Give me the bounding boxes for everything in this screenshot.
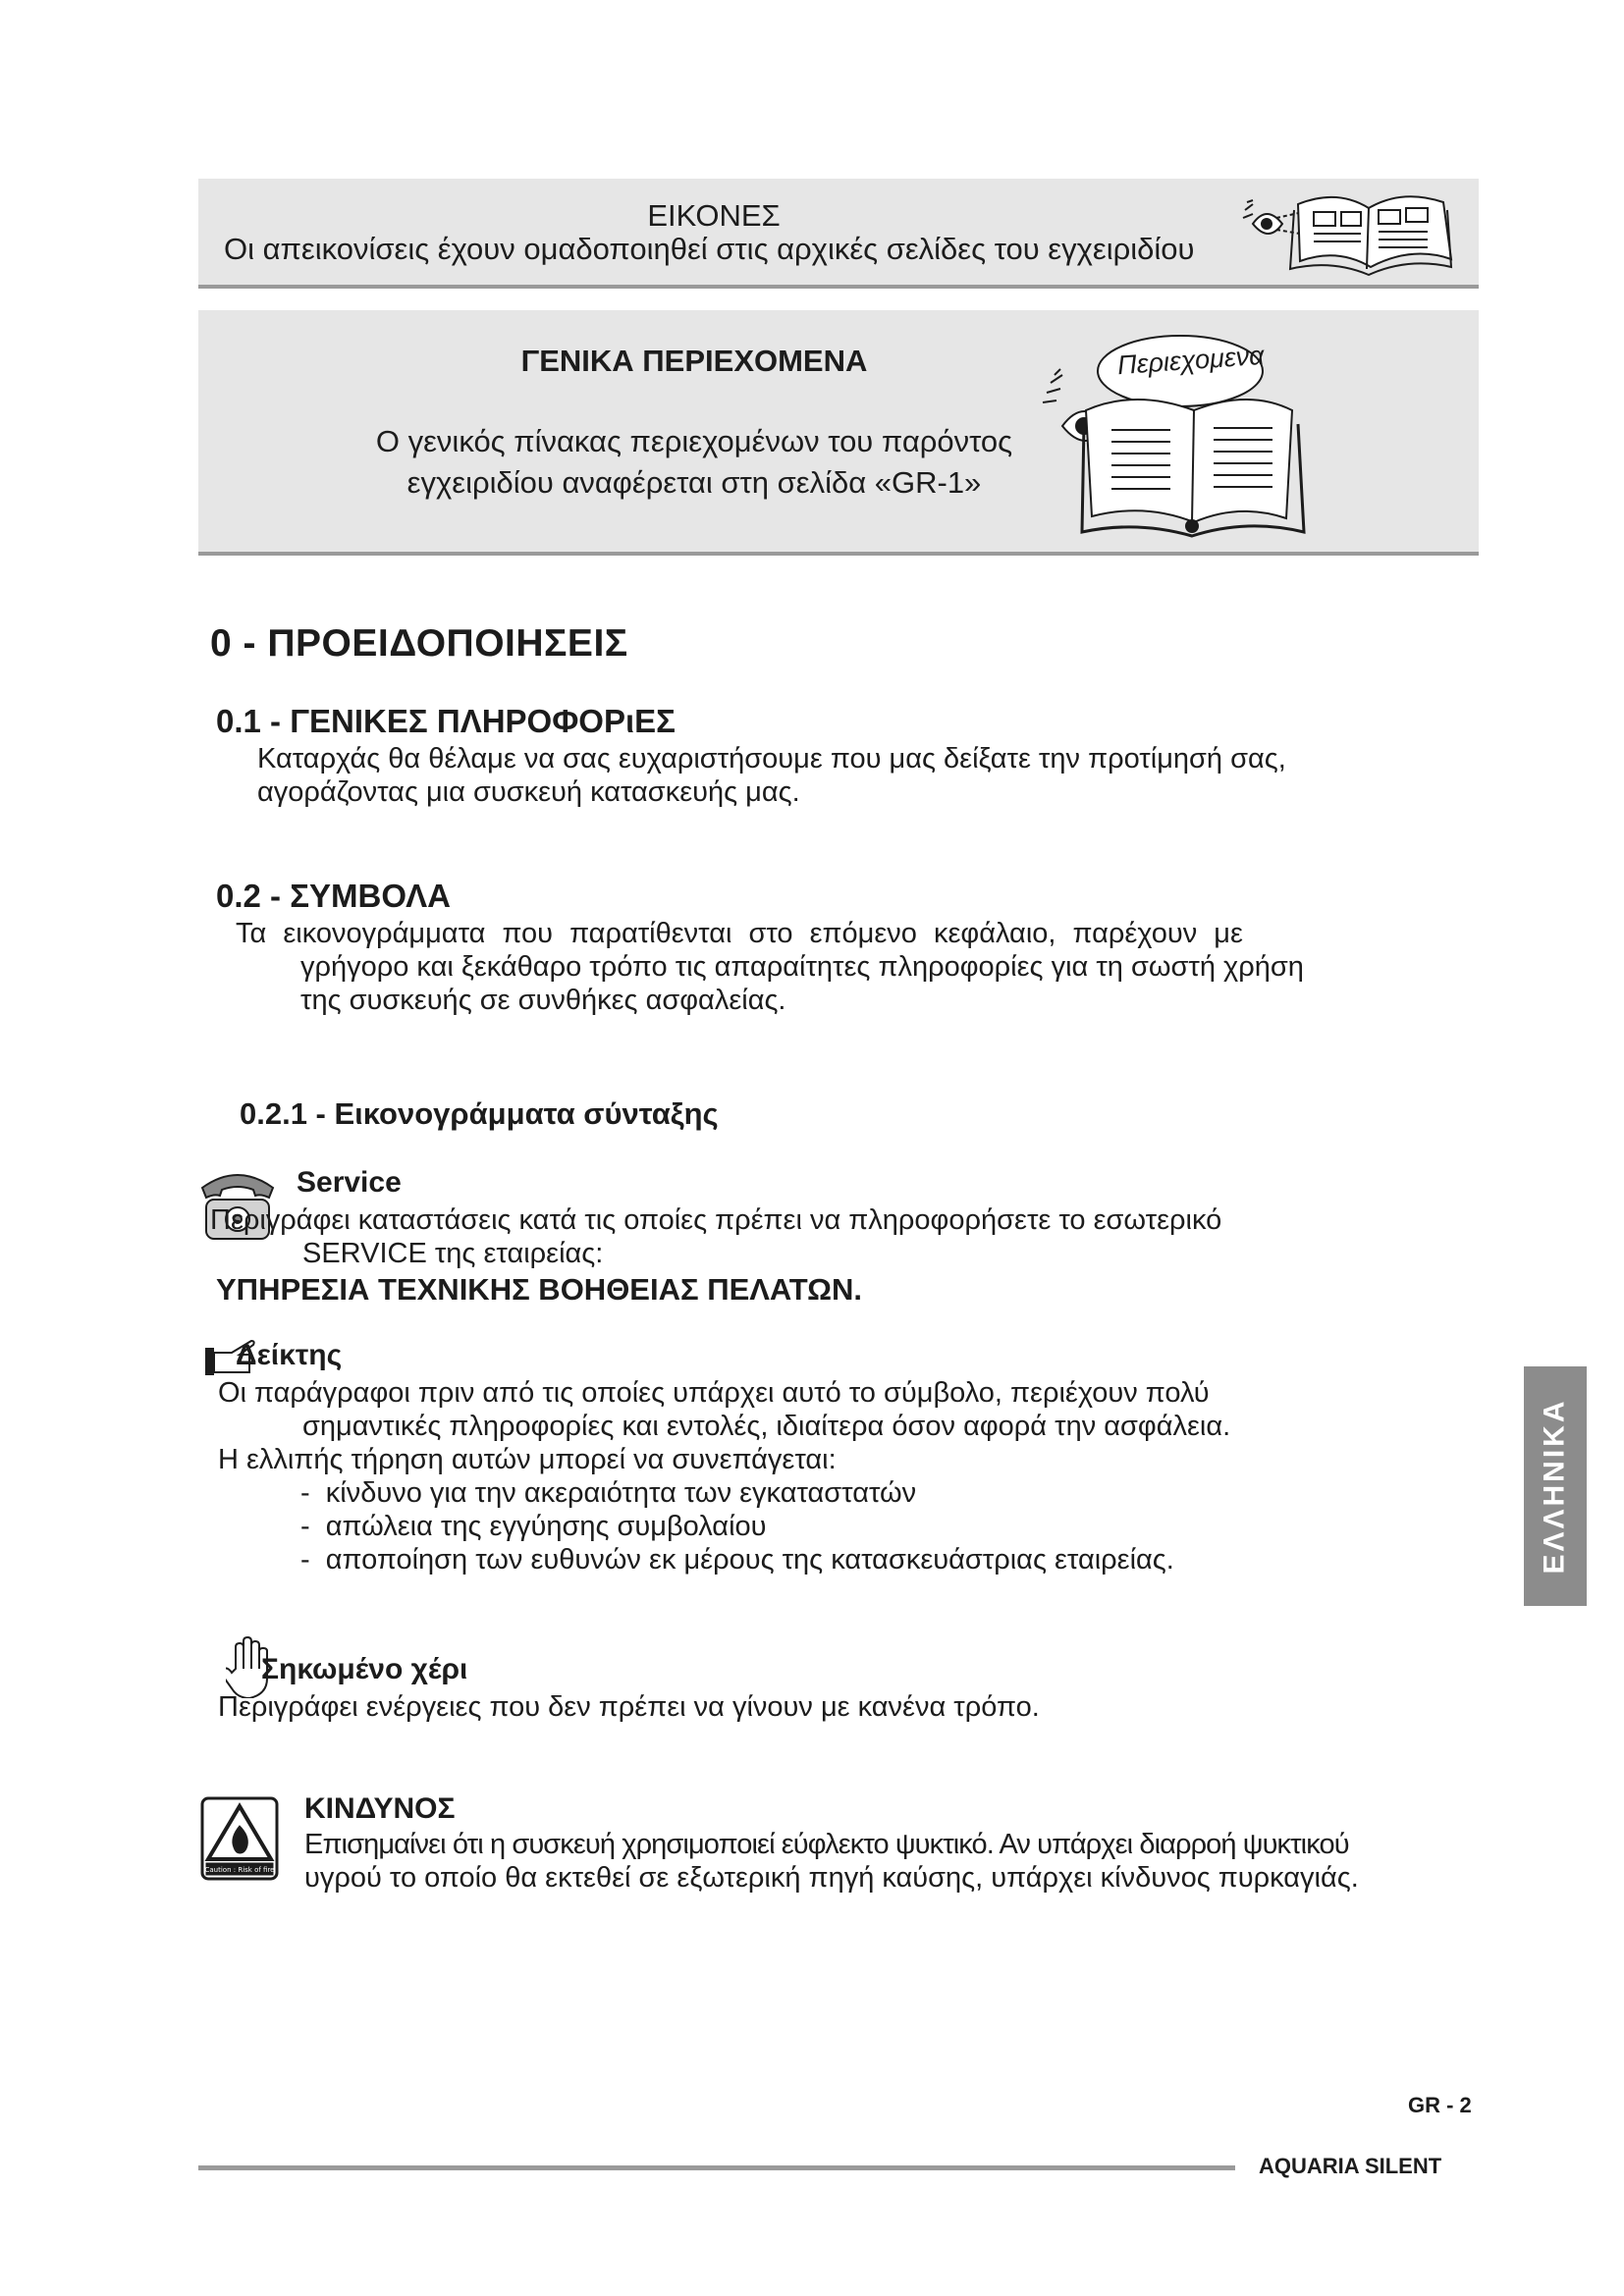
open-book-eye-icon — [1239, 185, 1467, 279]
fire-warning-icon — [200, 1796, 279, 1881]
footer-divider — [198, 2165, 1235, 2170]
service-emphasis: ΥΠΗΡΕΣΙΑ ΤΕΧΝΙΚΗΣ ΒΟΗΘΕΙΑΣ ΠΕΛΑΤΩΝ. — [216, 1272, 862, 1307]
pictures-box-rule — [198, 285, 1479, 289]
service-line1: Περιγράφει καταστάσεις κατά τις οποίες πρέπει να πληροφορήσετε το εσωτερικό — [210, 1204, 1222, 1236]
danger-title: ΚΙΝΔΥΝΟΣ — [304, 1792, 456, 1825]
language-tab-label: ΕΛΛΗΝΙΚΑ — [1539, 1398, 1571, 1575]
language-tab — [1524, 1366, 1587, 1606]
indicator-bullet: - απώλεια της εγγύησης συμβολαίου — [300, 1511, 767, 1542]
contents-box — [198, 310, 1479, 552]
raised-hand-title: Σηκωμένο χέρι — [261, 1653, 468, 1685]
indicator-line1: Οι παράγραφοι πριν από τις οποίες υπάρχει αυτό το σύμβολο, περιέχουν πολύ — [218, 1377, 1210, 1409]
contents-badge-label: Περιεχομενα — [1116, 340, 1266, 381]
fire-warning-caption: Caution : Risk of fire — [204, 1866, 275, 1874]
section-0-1-line1: Καταρχάς θα θέλαμε να σας ευχαριστήσουμε που μας δείξατε την προτίμησή σας, — [257, 743, 1286, 774]
service-title: Service — [297, 1166, 402, 1199]
indicator-title: Δείκτης — [236, 1339, 343, 1371]
pictures-box-text: Οι απεικονίσεις έχουν ομαδοποιηθεί στις αρχικές σελίδες του εγχειριδίου — [224, 232, 1195, 266]
pictures-box — [198, 179, 1479, 285]
section-0-2-1-title: 0.2.1 - Εικονογράμματα σύνταξης — [240, 1096, 719, 1131]
page-number: GR - 2 — [1408, 2093, 1472, 2117]
pictures-box-title: ΕΙΚΟΝΕΣ — [647, 198, 781, 233]
product-name: AQUARIA SILENT — [1259, 2154, 1442, 2178]
service-line2: SERVICE της εταιρείας: — [302, 1238, 604, 1269]
section-0-2-line1: Τα εικονογράμματα που παρατίθενται στο επόμενο κεφάλαιο, παρέχουν με — [236, 918, 1243, 949]
danger-line1: Επισημαίνει ότι η συσκευή χρησιμοποιεί εύφλεκτο ψυκτικό. Αν υπάρχει διαρροή ψυκτικού — [304, 1829, 1349, 1860]
section-0-2-line3: της συσκευής σε συνθήκες ασφαλείας. — [300, 985, 786, 1016]
indicator-bullet: - αποποίηση των ευθυνών εκ μέρους της κατασκευάστριας εταιρείας. — [300, 1544, 1174, 1575]
indicator-line2: σημαντικές πληροφορίες και εντολές, ιδιαίτερα όσον αφορά την ασφάλεια. — [302, 1411, 1231, 1442]
indicator-bullet: - κίνδυνο για την ακεραιότητα των εγκαταστατών — [300, 1477, 917, 1509]
danger-line2: υγρού το οποίο θα εκτεθεί σε εξωτερική πηγή καύσης, υπάρχει κίνδυνος πυρκαγιάς. — [304, 1862, 1359, 1894]
contents-box-text-line1: Ο γενικός πίνακας περιεχομένων του παρόντος — [375, 424, 1013, 458]
section-0-1-title: 0.1 - ΓΕΝΙΚΕΣ ΠΛΗΡΟΦΟΡιΕΣ — [216, 703, 676, 739]
contents-box-text-line2: εγχειριδίου αναφέρεται στη σελίδα «GR-1» — [406, 465, 982, 500]
indicator-bullet-list — [300, 1476, 1174, 1576]
section-0-2-line2: γρήγορο και ξεκάθαρο τρόπο τις απαραίτητες πληροφορίες για τη σωστή χρήση — [300, 951, 1304, 983]
section-0-2-title: 0.2 - ΣΥΜΒΟΛΑ — [216, 878, 451, 914]
section-0-title: 0 - ΠΡΟΕΙΔΟΠΟΙΗΣΕΙΣ — [210, 622, 628, 665]
raised-hand-line1: Περιγράφει ενέργειες που δεν πρέπει να γίνουν με κανένα τρόπο. — [218, 1691, 1040, 1723]
contents-box-title: ΓΕΝΙΚΑ ΠΕΡΙΕΧΟΜΕΝΑ — [520, 344, 868, 378]
section-0-1-line2: αγοράζοντας μια συσκευή κατασκευής μας. — [257, 776, 800, 808]
indicator-line3: Η ελλιπής τήρηση αυτών μπορεί να συνεπάγεται: — [218, 1444, 837, 1475]
contents-box-rule — [198, 552, 1479, 556]
